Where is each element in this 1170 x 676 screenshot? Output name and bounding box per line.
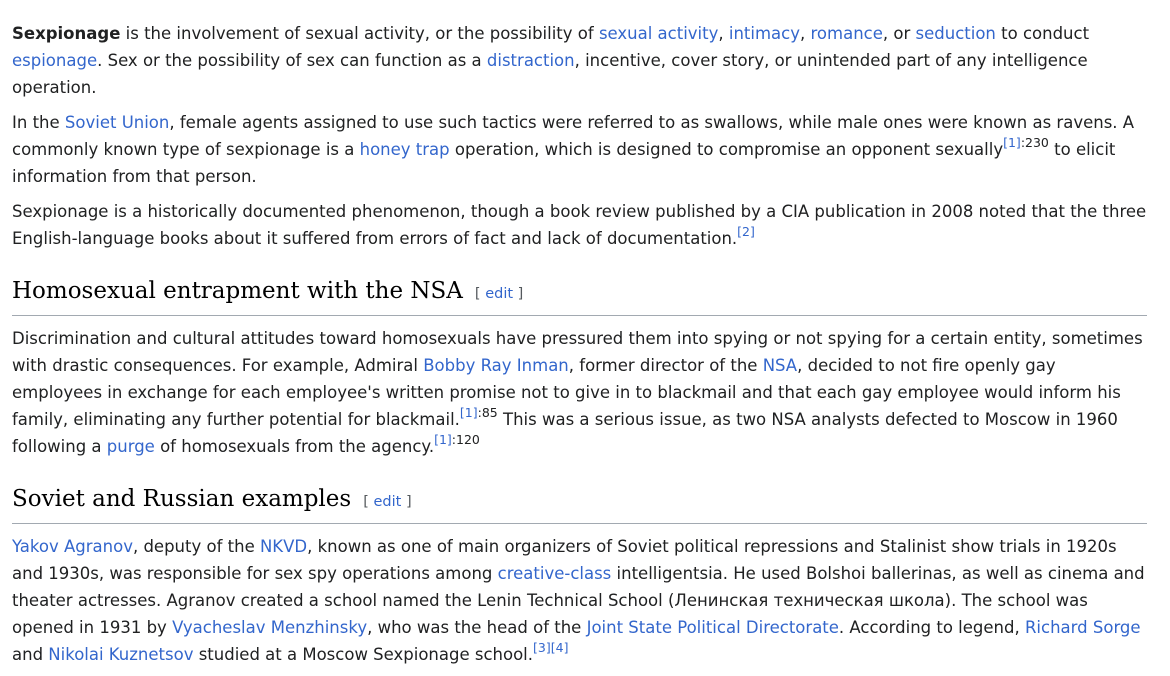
reference-link-4[interactable]: [4] [550,640,569,655]
text: , deputy of the [132,537,260,556]
text: , incentive, cover story, or unintended part of any intelligence operation. [12,51,1088,97]
edit-bracket-close: ] [401,494,412,510]
reference-superscript [434,432,480,447]
text: to conduct [995,24,1090,43]
link-intimacy[interactable]: intimacy [728,24,801,43]
text: This was a serious issue, as two NSA analysts defected to Moscow in 1960 following a [12,410,1118,456]
text: to elicit information from that person. [12,140,1116,186]
bold-term: Sexpionage [12,24,121,43]
link-creative-class[interactable]: creative-class [497,564,612,583]
edit-bracket-open: [ [363,494,374,510]
article-content [12,20,1147,676]
intro-paragraph-3 [12,198,1147,252]
link-sexual-activity[interactable]: sexual activity [598,24,719,43]
reference-page: :120 [451,432,480,447]
section-heading-nsa [12,276,1147,316]
text: . According to legend, [838,618,1025,637]
reference-superscript [1003,135,1049,150]
link-honey-trap[interactable]: honey trap [359,140,450,159]
link-joint-state-political-directorate[interactable]: Joint State Political Directorate [586,618,839,637]
reference-link-1[interactable]: [1] [459,405,478,420]
link-richard-sorge[interactable]: Richard Sorge [1024,618,1141,637]
link-nkvd[interactable]: NKVD [259,537,308,556]
section-title: Soviet and Russian examples [12,486,352,512]
text: Discrimination and cultural attitudes toward homosexuals have pressured them into spying or not spying for a certain entity, sometimes with drastic consequences. For example, Admiral [12,329,1143,375]
intro-paragraph-2 [12,109,1147,190]
text: , decided to not fire openly gay employees in exchange for each employee's written promise not to give in to blackmail and that each gay employee would inform his family, eliminating any further potential for blackmail. [12,356,1121,429]
nsa-paragraph [12,325,1147,460]
link-vyacheslav-menzhinsky[interactable]: Vyacheslav Menzhinsky [172,618,368,637]
text: of homosexuals from the agency. [154,437,435,456]
text: In the [12,113,65,132]
edit-link[interactable]: edit [485,286,514,302]
reference-superscript [737,224,755,239]
edit-section-control [363,494,411,510]
text: , [800,24,811,43]
text: , known as one of main organizers of Soviet political repressions and Stalinist show trials in 1920s and 1930s, was responsible for sex spy operations among [12,537,1117,583]
text: Sexpionage is a historically documented phenomenon, though a book review published by a CIA publication in 2008 noted that the three English-language books about it suffered from errors of fact and lack of documentation. [12,202,1147,248]
edit-bracket-close: ] [513,286,524,302]
section-heading-soviet [12,484,1147,524]
text: , female agents assigned to use such tactics were referred to as swallows, while male ones were known as ravens. A commonly known type of sexpionage is a [12,113,1135,159]
reference-link-3[interactable]: [3] [533,640,551,655]
section-title: Homosexual entrapment with the NSA [12,278,463,304]
link-romance[interactable]: romance [810,24,883,43]
reference-link-1[interactable]: [1] [434,432,452,447]
text: . Sex or the possibility of sex can function as a [97,51,487,70]
reference-link-2[interactable]: [2] [737,224,755,239]
edit-link[interactable]: edit [373,494,402,510]
link-nsa[interactable]: NSA [762,356,798,375]
reference-superscript [460,405,498,420]
text: , who was the head of the [367,618,587,637]
text: , former director of the [568,356,763,375]
text: studied at a Moscow Sexpionage school. [193,645,534,664]
link-distraction[interactable]: distraction [486,51,575,70]
link-espionage[interactable]: espionage [12,51,98,70]
link-soviet-union[interactable]: Soviet Union [64,113,170,132]
link-bobby-ray-inman[interactable]: Bobby Ray Inman [423,356,569,375]
text: and [12,645,49,664]
edit-bracket-open: [ [474,286,486,302]
text: , or [882,24,916,43]
link-yakov-agranov[interactable]: Yakov Agranov [12,537,133,556]
reference-page: :230 [1020,135,1049,150]
link-nikolai-kuznetsov[interactable]: Nikolai Kuznetsov [48,645,194,664]
reference-link-1[interactable]: [1] [1003,135,1021,150]
soviet-paragraph [12,533,1147,668]
text: operation, which is designed to compromise an opponent sexually [449,140,1004,159]
intro-paragraph-1 [12,20,1147,101]
text: intelligentsia. He used Bolshoi ballerinas, as well as cinema and theater actresses. Agranov created a school named the Lenin Technical School (Ленинская техническая школа). The school was opened in 1931 by [12,564,1145,637]
text: , [718,24,729,43]
link-purge[interactable]: purge [106,437,155,456]
text: is the involvement of sexual activity, or the possibility of [120,24,599,43]
link-seduction[interactable]: seduction [915,24,996,43]
reference-page: :85 [477,405,498,420]
edit-section-control [475,286,523,302]
reference-superscript [533,640,568,655]
